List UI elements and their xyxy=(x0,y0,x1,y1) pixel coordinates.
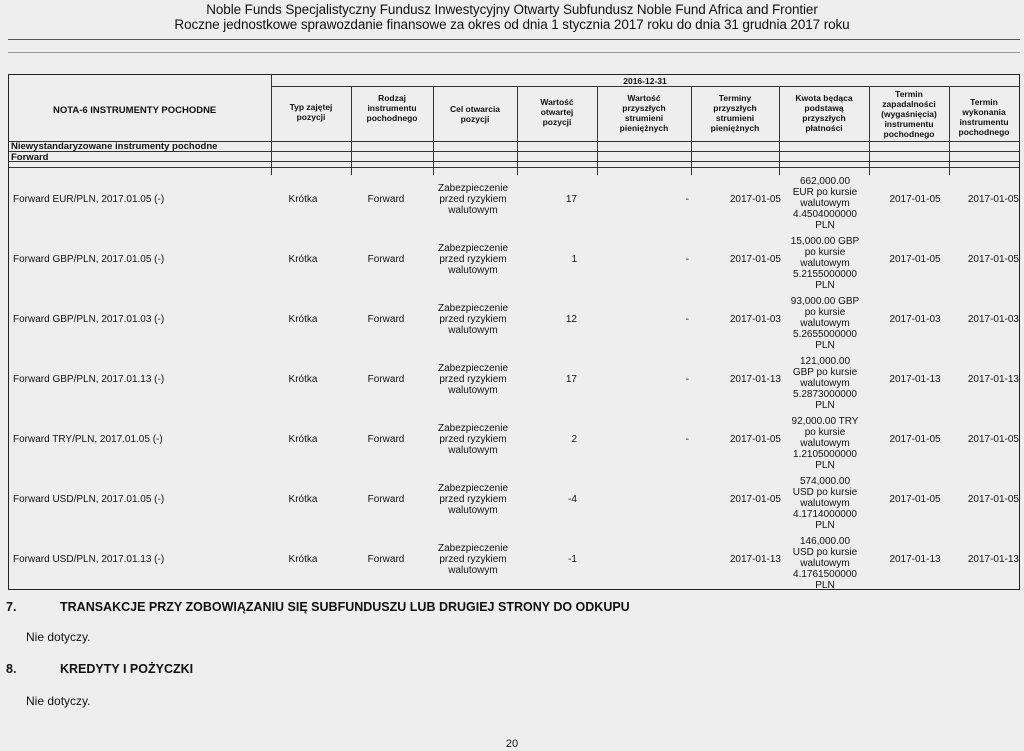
future-cashflow-value: - xyxy=(685,374,689,385)
future-cashflow-date: 2017-01-05 xyxy=(729,434,781,445)
payment-basis-amount: 146,000.00 USD po kursie walutowym 4.1761500000 PLN xyxy=(792,536,858,591)
table-row xyxy=(9,228,1019,291)
payment-basis-amount: 15,000.00 GBP po kursie walutowym 5.2155000000 PLN xyxy=(790,236,860,291)
future-cashflow-date: 2017-01-05 xyxy=(729,194,781,205)
header-rule xyxy=(8,39,1020,40)
col-kwota: Kwota będąca podstawą przyszłych płatności xyxy=(795,93,853,133)
execution-date: 2017-01-03 xyxy=(967,314,1019,325)
future-cashflow-value: - xyxy=(685,194,689,205)
execution-date: 2017-01-05 xyxy=(967,434,1019,445)
instrument-name: Forward GBP/PLN, 2017.01.03 (-) xyxy=(13,314,165,325)
opening-purpose: Zabezpieczenie przed ryzykiem walutowym xyxy=(437,483,509,516)
maturity-date: 2017-01-05 xyxy=(889,494,941,505)
execution-date: 2017-01-05 xyxy=(967,194,1019,205)
header-rule-2 xyxy=(8,52,1020,53)
open-position-value: 12 xyxy=(565,314,577,325)
instrument-kind: Forward xyxy=(367,254,405,265)
col-terminy: Terminy przyszłych strumieni pieniężnych xyxy=(710,93,760,133)
open-position-value: 1 xyxy=(571,254,577,265)
section-8-title: KREDYTY I POŻYCZKI xyxy=(60,662,194,676)
payment-basis-amount: 93,000.00 GBP po kursie walutowym 5.2655000000 PLN xyxy=(790,296,860,351)
open-position-value: -1 xyxy=(568,554,577,565)
col-cel: Cel otwarcia pozycji xyxy=(449,104,501,124)
header-line xyxy=(271,86,1019,87)
instrument-name: Forward EUR/PLN, 2017.01.05 (-) xyxy=(13,194,165,205)
opening-purpose: Zabezpieczenie przed ryzykiem walutowym xyxy=(437,303,509,336)
instrument-name: Forward USD/PLN, 2017.01.13 (-) xyxy=(13,554,165,565)
instrument-name: Forward TRY/PLN, 2017.01.05 (-) xyxy=(13,434,163,445)
open-position-value: -4 xyxy=(568,494,577,505)
opening-purpose: Zabezpieczenie przed ryzykiem walutowym xyxy=(437,183,509,216)
future-cashflow-date: 2017-01-13 xyxy=(729,374,781,385)
opening-purpose: Zabezpieczenie przed ryzykiem walutowym xyxy=(437,423,509,456)
opening-purpose: Zabezpieczenie przed ryzykiem walutowym xyxy=(437,243,509,276)
future-cashflow-date: 2017-01-03 xyxy=(729,314,781,325)
instrument-kind: Forward xyxy=(367,434,405,445)
col-zapadalnosc: Termin zapadalności (wygaśnięcia) instrumentu pochodnego xyxy=(881,89,937,139)
execution-date: 2017-01-13 xyxy=(967,554,1019,565)
section-7-number: 7. xyxy=(6,600,17,614)
table-row xyxy=(9,408,1019,471)
page-number: 20 xyxy=(505,738,519,750)
future-cashflow-date: 2017-01-05 xyxy=(729,254,781,265)
position-type: Krótka xyxy=(288,434,318,445)
future-cashflow-date: 2017-01-05 xyxy=(729,494,781,505)
future-cashflow-date: 2017-01-13 xyxy=(729,554,781,565)
instrument-name: Forward GBP/PLN, 2017.01.05 (-) xyxy=(13,254,165,265)
open-position-value: 17 xyxy=(565,194,577,205)
table-row xyxy=(9,348,1019,411)
section-7-text: Nie dotyczy. xyxy=(26,630,91,644)
maturity-date: 2017-01-05 xyxy=(889,194,941,205)
instrument-name: Forward USD/PLN, 2017.01.05 (-) xyxy=(13,494,165,505)
execution-date: 2017-01-05 xyxy=(967,254,1019,265)
open-position-value: 2 xyxy=(571,434,577,445)
document-header-line2: Roczne jednostkowe sprawozdanie finansowe za okres od dnia 1 stycznia 2017 roku do dnia 31 grudnia 2017 roku xyxy=(174,17,850,32)
section-label: Niewystandaryzowane instrumenty pochodne xyxy=(11,141,218,152)
position-type: Krótka xyxy=(288,314,318,325)
subsection-label: Forward xyxy=(11,152,49,163)
execution-date: 2017-01-13 xyxy=(967,374,1019,385)
table-title: NOTA-6 INSTRUMENTY POCHODNE xyxy=(53,105,217,116)
col-divider xyxy=(271,75,272,175)
position-type: Krótka xyxy=(288,254,318,265)
position-type: Krótka xyxy=(288,494,318,505)
col-divider xyxy=(433,87,434,175)
instrument-name: Forward GBP/PLN, 2017.01.13 (-) xyxy=(13,374,165,385)
table-row xyxy=(9,528,1019,591)
col-przeplywy: Wartość przyszłych strumieni pieniężnych xyxy=(619,93,669,133)
opening-purpose: Zabezpieczenie przed ryzykiem walutowym xyxy=(437,543,509,576)
col-wykonanie: Termin wykonania instrumentu pochodnego xyxy=(958,97,1010,137)
section-7-title: TRANSAKCJE PRZY ZOBOWIĄZANIU SIĘ SUBFUNDUSZU LUB DRUGIEJ STRONY DO ODKUPU xyxy=(60,600,630,614)
col-wartosc: Wartość otwartej pozycji xyxy=(540,97,574,127)
table-row xyxy=(9,468,1019,531)
table-row xyxy=(9,168,1019,231)
table-row xyxy=(9,288,1019,351)
future-cashflow-value: - xyxy=(685,254,689,265)
payment-basis-amount: 574,000.00 USD po kursie walutowym 4.1714000000 PLN xyxy=(792,476,858,531)
position-type: Krótka xyxy=(288,554,318,565)
derivatives-table xyxy=(8,74,1020,590)
instrument-kind: Forward xyxy=(367,554,405,565)
maturity-date: 2017-01-05 xyxy=(889,434,941,445)
payment-basis-amount: 662,000.00 EUR po kursie walutowym 4.4504000000 PLN xyxy=(792,176,858,231)
maturity-date: 2017-01-05 xyxy=(889,254,941,265)
document-header-line1: Noble Funds Specjalistyczny Fundusz Inwestycyjny Otwarty Subfundusz Noble Fund Africa and Frontier xyxy=(206,2,818,17)
payment-basis-amount: 92,000.00 TRY po kursie walutowym 1.2105000000 PLN xyxy=(791,416,859,471)
position-type: Krótka xyxy=(288,374,318,385)
header-line xyxy=(9,161,1019,162)
maturity-date: 2017-01-13 xyxy=(889,374,941,385)
instrument-kind: Forward xyxy=(367,494,405,505)
instrument-kind: Forward xyxy=(367,194,405,205)
col-typ: Typ zajętej pozycji xyxy=(289,102,333,122)
opening-purpose: Zabezpieczenie przed ryzykiem walutowym xyxy=(437,363,509,396)
column-date: 2016-12-31 xyxy=(623,76,667,86)
col-rodzaj: Rodzaj instrumentu pochodnego xyxy=(366,93,418,123)
execution-date: 2017-01-05 xyxy=(967,494,1019,505)
position-type: Krótka xyxy=(288,194,318,205)
instrument-kind: Forward xyxy=(367,374,405,385)
maturity-date: 2017-01-03 xyxy=(889,314,941,325)
future-cashflow-value: - xyxy=(685,314,689,325)
section-8-text: Nie dotyczy. xyxy=(26,694,91,708)
maturity-date: 2017-01-13 xyxy=(889,554,941,565)
section-8-number: 8. xyxy=(6,662,17,676)
instrument-kind: Forward xyxy=(367,314,405,325)
future-cashflow-value: - xyxy=(685,434,689,445)
payment-basis-amount: 121,000.00 GBP po kursie walutowym 5.2873000000 PLN xyxy=(792,356,858,411)
open-position-value: 17 xyxy=(565,374,577,385)
